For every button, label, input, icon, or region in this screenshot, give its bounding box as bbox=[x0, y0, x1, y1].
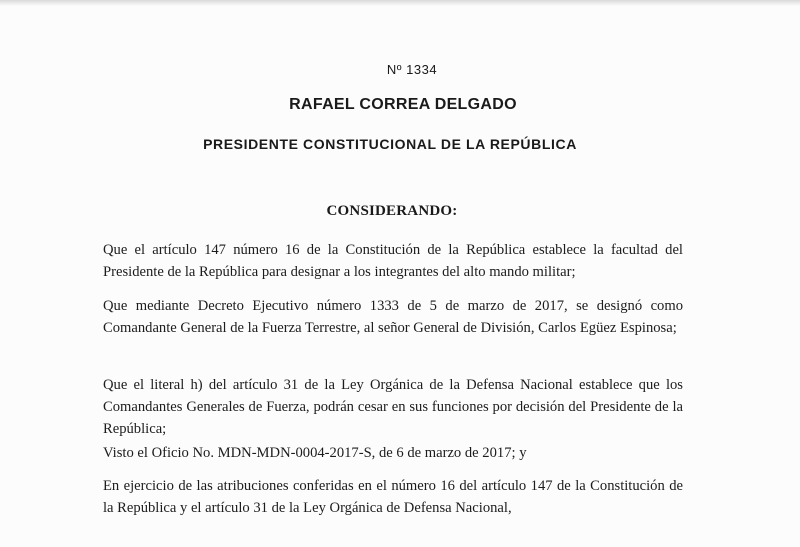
section-heading: CONSIDERANDO: bbox=[326, 203, 458, 219]
paragraph: En ejercicio de las atribuciones conferidas en el número 16 del artículo 147 de la Constitución de la República y el artículo 31 de la Ley Orgánica de Defensa Nacional, bbox=[103, 478, 683, 516]
scan-edge-shadow bbox=[0, 0, 800, 6]
paragraph: Que el artículo 147 número 16 de la Constitución de la República establece la facultad del Presidente de la República para designar a los integrantes del alto mando militar; bbox=[103, 242, 683, 280]
paragraph: Que mediante Decreto Ejecutivo número 1333 de 5 de marzo de 2017, se designó como Comandante General de la Fuerza Terrestre, al señor General de División, Carlos Egüez Espinosa; bbox=[103, 298, 683, 336]
signer-name: RAFAEL CORREA DELGADO bbox=[289, 96, 517, 113]
decree-number bbox=[0, 62, 800, 77]
paragraph: Que el literal h) del artículo 31 de la Ley Orgánica de la Defensa Nacional establece que los Comandantes Generales de Fuerza, podrán cesar en sus funciones por decisión del Presidente de la República; bbox=[103, 377, 683, 437]
decree-number-prefix: Nº bbox=[386, 62, 403, 77]
decree-number-value: 1334 bbox=[406, 62, 438, 77]
signer-title: PRESIDENTE CONSTITUCIONAL DE LA REPÚBLICA bbox=[203, 136, 577, 152]
paragraph: Visto el Oficio No. MDN-MDN-0004-2017-S, de 6 de marzo de 2017; y bbox=[103, 445, 527, 461]
